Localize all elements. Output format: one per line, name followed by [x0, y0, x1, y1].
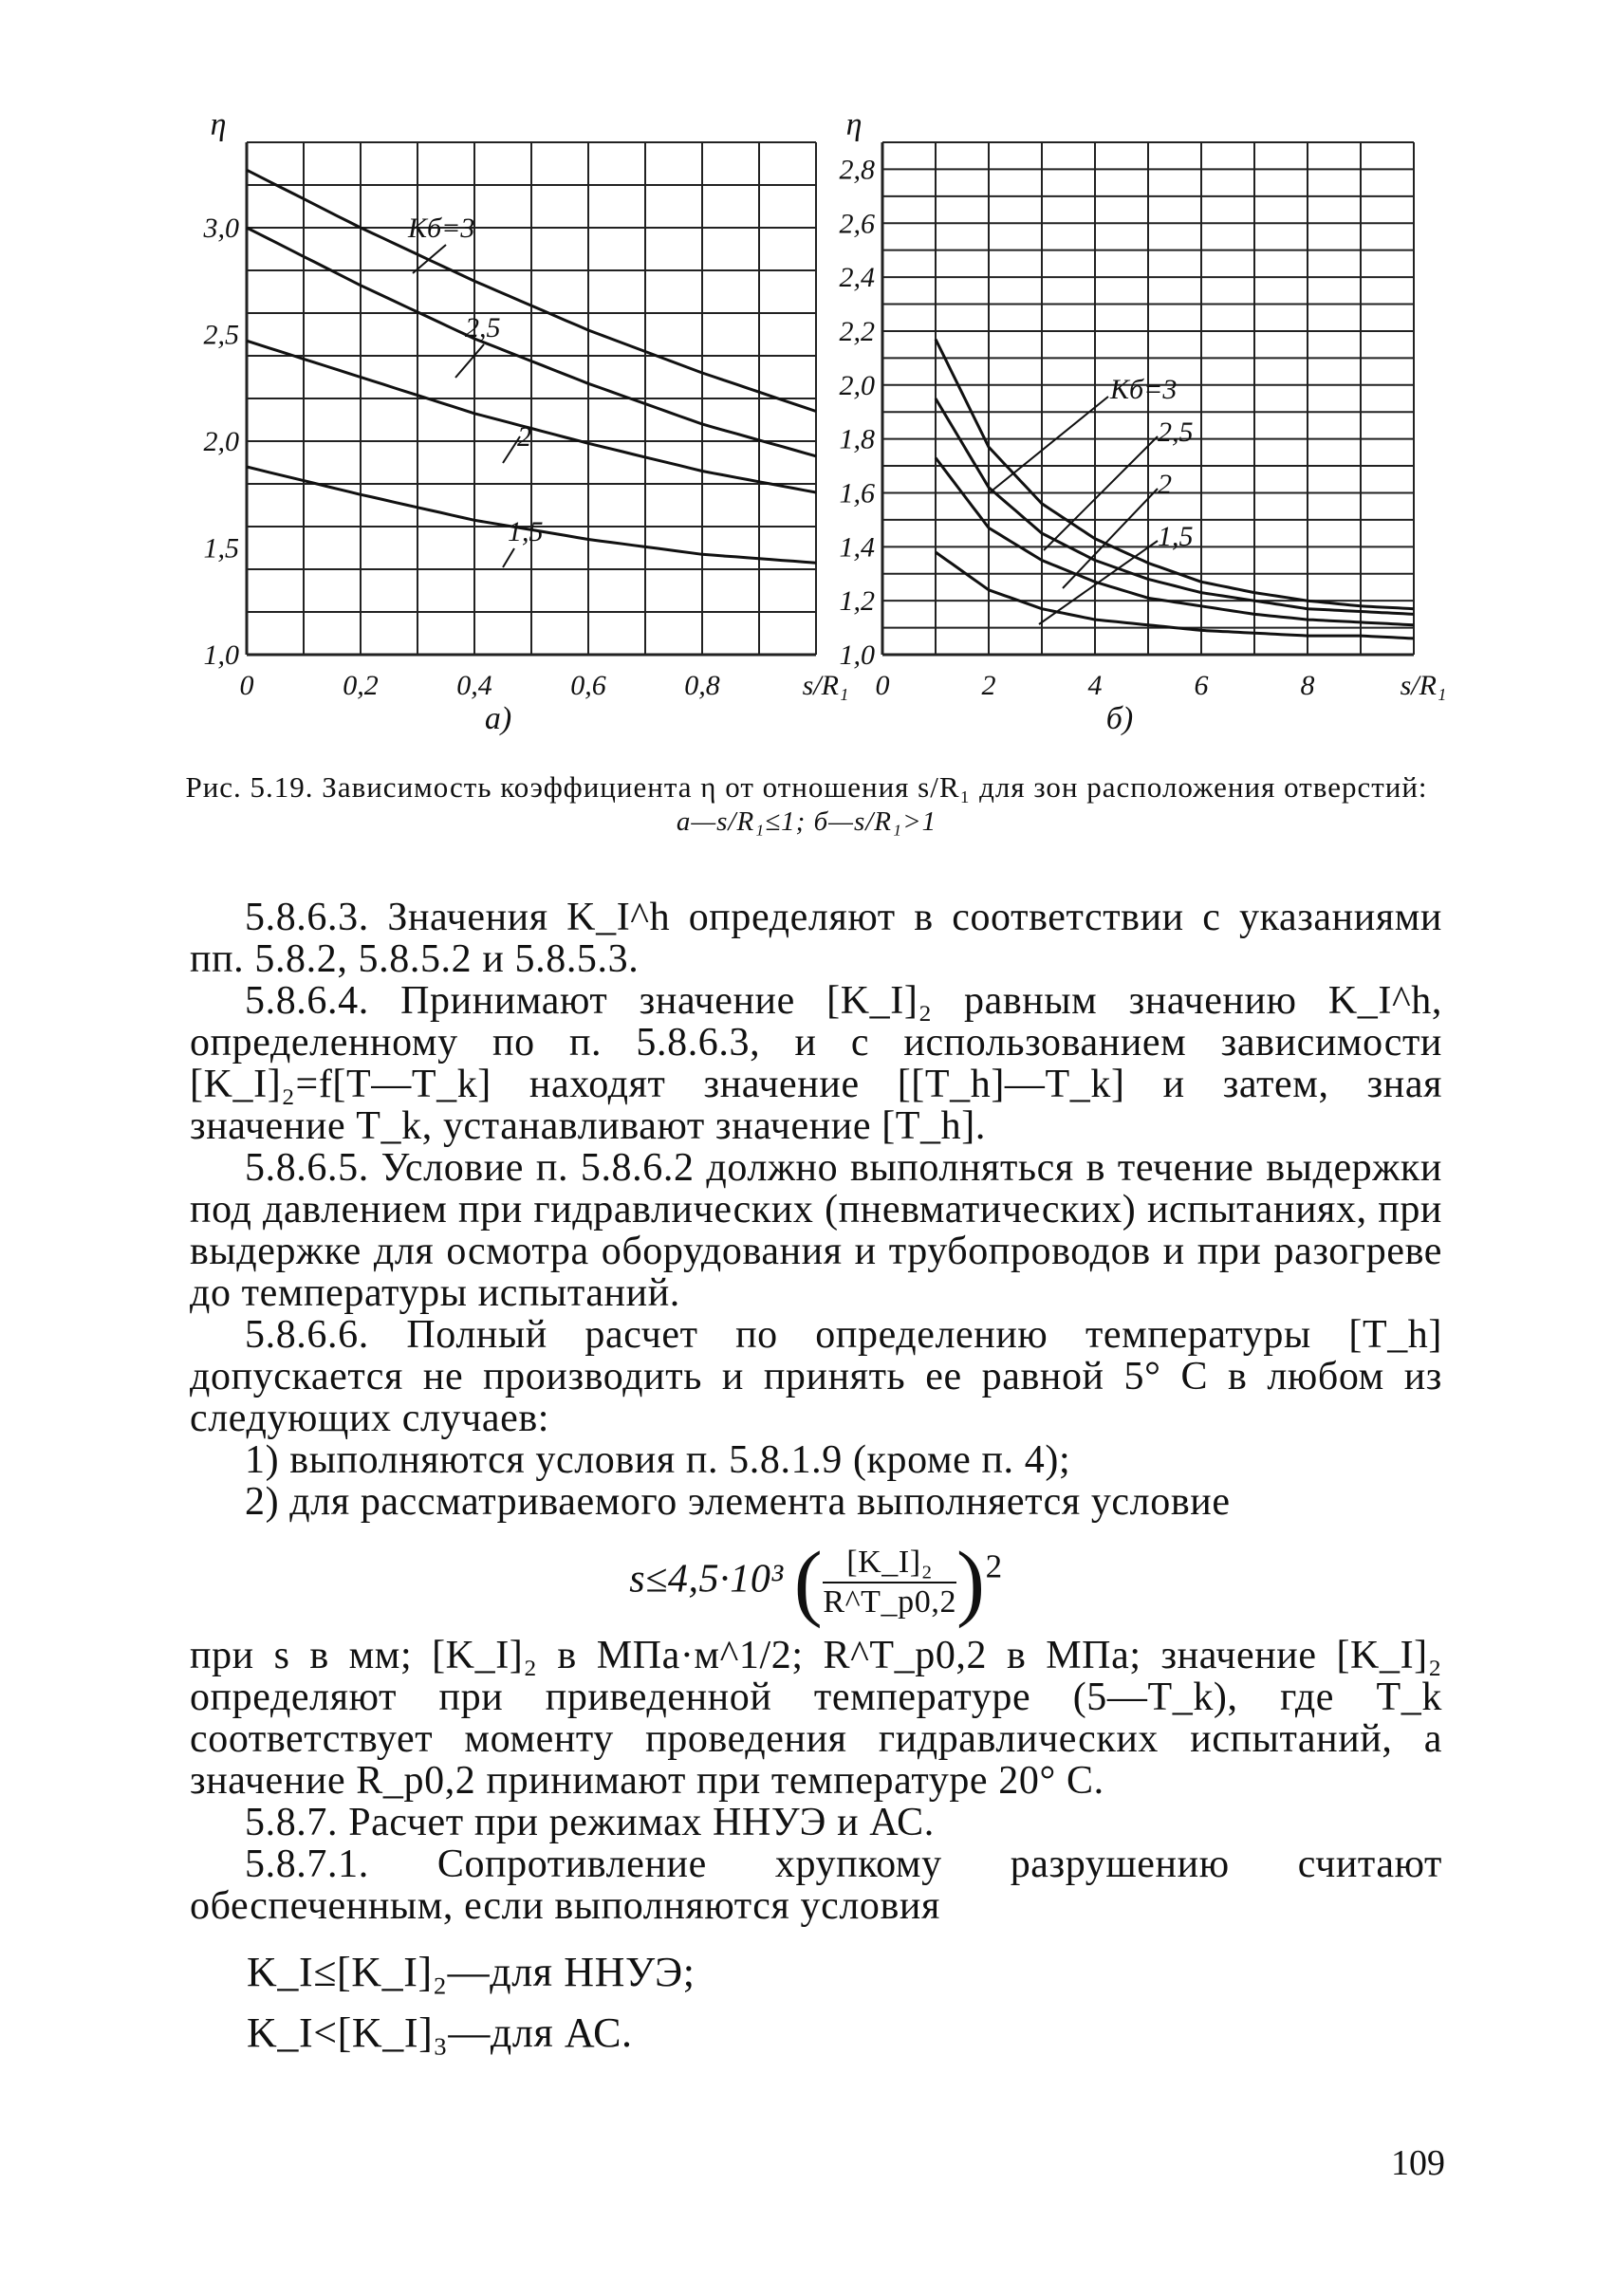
leader-line	[455, 344, 484, 378]
y-tick-label: 2,4	[839, 262, 875, 294]
formula-paren-open: (	[793, 1535, 824, 1629]
y-tick-label: 2,0	[839, 369, 875, 401]
paragraph-5-8-6-3: 5.8.6.3. Значения K_I^h определяют в соответствии с указаниями пп. 5.8.2, 5.8.5.2 и 5.8.5.3.	[190, 896, 1442, 981]
chart-left	[203, 114, 849, 736]
paragraph-5-8-7-1: 5.8.7.1. Сопротивление хрупкому разрушению считают обеспеченным, если выполняются условия	[190, 1842, 1442, 1928]
y-tick-label: 1,6	[839, 477, 875, 509]
x-tick-label: 8	[1300, 670, 1315, 701]
formula-denominator: R^T_p0,2	[823, 1584, 957, 1620]
y-tick-label: 2,2	[839, 315, 875, 347]
curve-label: 2	[1158, 469, 1172, 500]
curve-label: 2,5	[1158, 417, 1194, 448]
caption-line1: Рис. 5.19. Зависимость коэффициента η от отношения s/R₁ для зон расположения отверстий:	[185, 770, 1428, 804]
page-number: 109	[1391, 2143, 1445, 2183]
y-tick-label: 1,0	[839, 639, 875, 671]
y-tick-label: 1,4	[839, 531, 875, 564]
paragraph-5-8-6-6: 5.8.6.6. Полный расчет по определению температуры [T_h] допускается не производить и принять ее равной 5° С в любом из следующих случаев:	[190, 1313, 1442, 1440]
x-tick-label: 0	[875, 670, 890, 701]
x-tick-label: 0,4	[456, 670, 492, 701]
curve-label: 2	[517, 421, 531, 453]
list-item-1: 1) выполняются условия п. 5.8.1.9 (кроме п. 4);	[245, 1438, 1071, 1482]
conditions	[247, 1942, 1442, 2064]
y-tick-label: 1,2	[839, 585, 875, 618]
y-tick-label: 1,8	[839, 423, 875, 455]
curve-label: Kб=3	[1110, 374, 1178, 405]
formula-exponent: 2	[985, 1547, 1003, 1585]
leader-line	[1039, 541, 1158, 624]
leader-line	[503, 548, 514, 567]
figure-caption	[152, 770, 1461, 839]
figure-5-19	[180, 114, 1471, 778]
x-tick-label: 0,8	[684, 670, 720, 701]
curve-label: 2,5	[465, 312, 501, 343]
caption-line2: а—s/R₁≤1; б—s/R₁>1	[676, 806, 937, 837]
y-tick-label: 2,5	[203, 319, 239, 351]
formula-left: s≤4,5·10³	[629, 1557, 784, 1602]
panel-label: б)	[1105, 701, 1134, 736]
panel-label: а)	[484, 701, 512, 736]
x-axis-label: s/R₁	[802, 670, 849, 701]
paragraph-5-8-6-5: 5.8.6.5. Условие п. 5.8.6.2 должно выполняться в течение выдержки под давлением при гидравлических (пневматических) испытаниях, при выдержке для осмотра оборудования и трубопроводов и при разогреве до температуры испытаний.	[190, 1146, 1442, 1315]
x-tick-label: 0	[239, 670, 254, 701]
list-item-2: 2) для рассматриваемого элемента выполняется условие	[245, 1480, 1231, 1524]
x-tick-label: 0,2	[343, 670, 379, 701]
curve-label: 1,5	[1158, 521, 1194, 552]
curve-label: Kб=3	[408, 213, 475, 244]
condition-as: K_I<[K_I]₃—для АС.	[247, 2009, 633, 2056]
formula-numerator: [K_I]₂	[823, 1544, 956, 1583]
y-axis-label: η	[845, 114, 863, 142]
y-tick-label: 3,0	[203, 213, 239, 244]
x-tick-label: 4	[1087, 670, 1103, 701]
y-axis-label: η	[210, 114, 227, 142]
curve-line	[936, 552, 1414, 639]
formula-paren-close: )	[956, 1535, 986, 1629]
y-tick-label: 2,8	[839, 154, 875, 186]
x-axis-label: s/R₁	[1400, 670, 1447, 701]
y-tick-label: 1,0	[203, 639, 239, 671]
y-tick-label: 1,5	[203, 532, 239, 565]
figure-svg	[180, 114, 1471, 778]
chart-right	[840, 114, 1447, 736]
formula-fraction	[823, 1544, 956, 1621]
y-tick-label: 2,6	[839, 208, 875, 240]
y-tick-label: 2,0	[203, 426, 239, 457]
paragraph-5-8-6-4: 5.8.6.4. Принимают значение [K_I]₂ равным значению K_I^h, определенному по п. 5.8.6.3, и с использованием зависимости [K_I]₂=f[T—T_k] находят значение [[T_h]—T_k] и затем, зная значение T_k, устанавливают значение [T_h].	[190, 979, 1442, 1148]
x-tick-label: 6	[1194, 670, 1209, 701]
x-tick-label: 2	[981, 670, 996, 701]
curve-label: 1,5	[508, 516, 544, 547]
formula	[190, 1535, 1442, 1629]
x-tick-label: 0,6	[570, 670, 606, 701]
paragraph-units: при s в мм; [K_I]₂ в МПа·м^1/2; R^T_p0,2 в МПа; значение [K_I]₂ определяют при приведенной температуре (5—T_k), где T_k соответствует моменту проведения гидравлических испытаний, а значение R_p0,2 принимают при температуре 20° С.	[190, 1634, 1442, 1803]
paragraph-5-8-7: 5.8.7. Расчет при режимах ННУЭ и АС.	[245, 1801, 935, 1844]
body-text	[190, 897, 1442, 2064]
condition-nnue: K_I≤[K_I]₂—для ННУЭ;	[247, 1949, 696, 1995]
